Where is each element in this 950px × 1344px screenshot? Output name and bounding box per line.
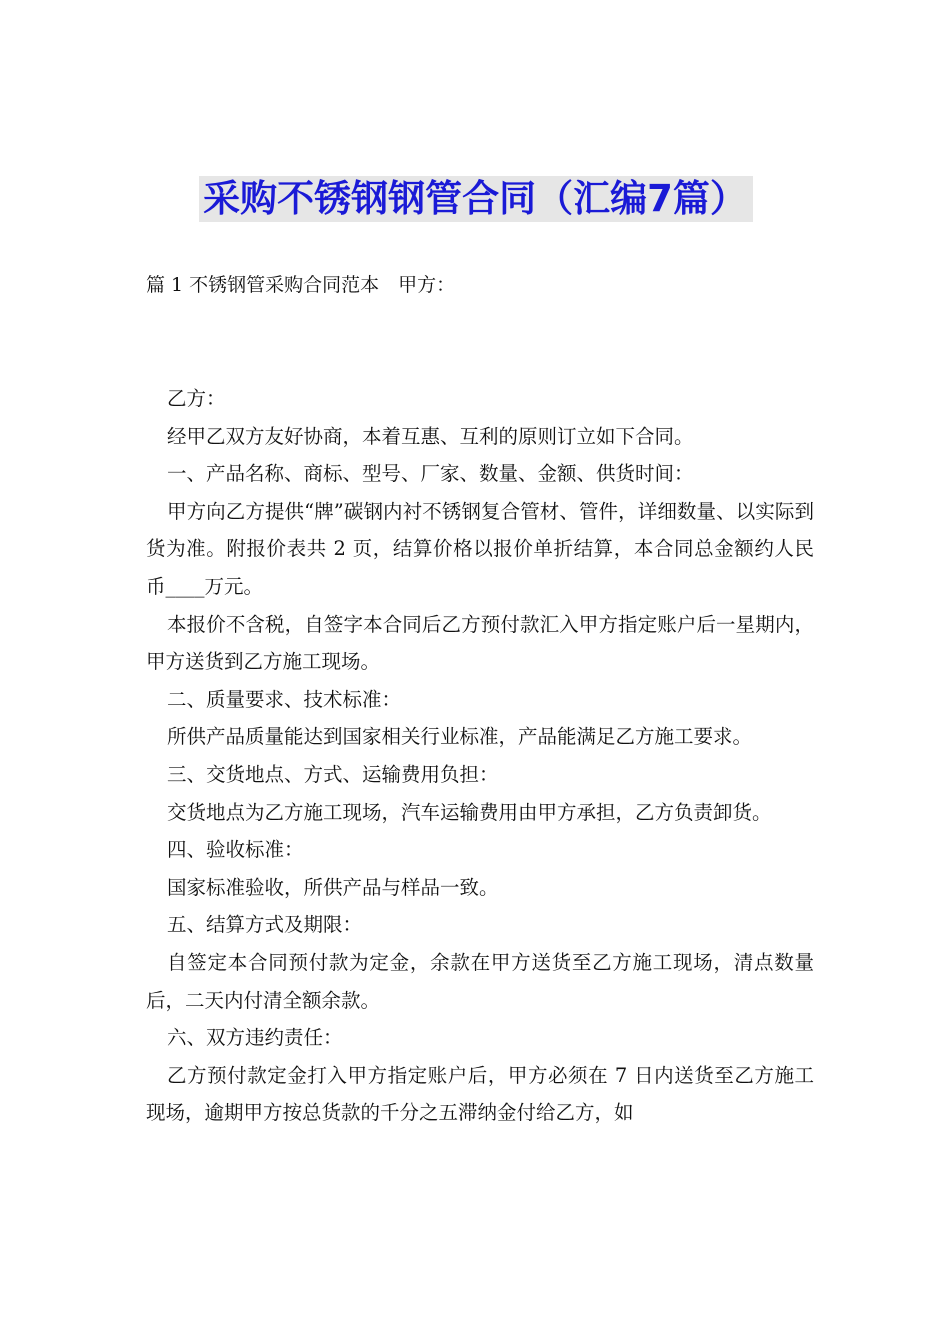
title-container: [0, 176, 950, 222]
paragraph: 交货地点为乙方施工现场，汽车运输费用由甲方承担，乙方负责卸货。: [167, 800, 772, 824]
paragraph: 经甲乙双方友好协商，本着互惠、互利的原则订立如下合同。: [167, 424, 694, 448]
paragraph: 六、双方违约责任：: [167, 1026, 343, 1050]
paragraph: 乙方：: [167, 387, 226, 410]
paragraph: 乙方预付款定金打入甲方指定账户后，甲方必须在 7 日内送货至乙方施工现场，逾期甲方按总货款的千分之五滞纳金付给乙方，如: [146, 1063, 814, 1125]
section-heading: 篇 1 不锈钢管采购合同范本 甲方：: [146, 274, 456, 296]
paragraph: 所供产品质量能达到国家相关行业标准，产品能满足乙方施工要求。: [167, 725, 753, 749]
paragraph: 甲方向乙方提供“牌”碳钢内衬不锈钢复合管材、管件，详细数量、以实际到货为准。附报价表共 2 页，结算价格以报价单折结算，本合同总金额约人民币____万元。: [146, 499, 814, 598]
paragraph: 三、交货地点、方式、运输费用负担：: [167, 762, 499, 786]
paragraph: 五、结算方式及期限：: [167, 913, 363, 937]
paragraph: 国家标准验收，所供产品与样品一致。: [167, 875, 499, 899]
document-body: [146, 380, 814, 1132]
paragraph: 一、产品名称、商标、型号、厂家、数量、金额、供货时间：: [167, 462, 694, 486]
paragraph: 二、质量要求、技术标准：: [167, 687, 402, 711]
paragraph: 四、验收标准：: [167, 838, 304, 862]
document-title: 采购不锈钢钢管合同（汇编7篇）: [199, 176, 753, 222]
paragraph: 本报价不含税，自签字本合同后乙方预付款汇入甲方指定账户后一星期内，甲方送货到乙方施工现场。: [146, 612, 814, 674]
paragraph: 自签定本合同预付款为定金，余款在甲方送货至乙方施工现场，清点数量后，二天内付清全额余款。: [146, 950, 814, 1012]
